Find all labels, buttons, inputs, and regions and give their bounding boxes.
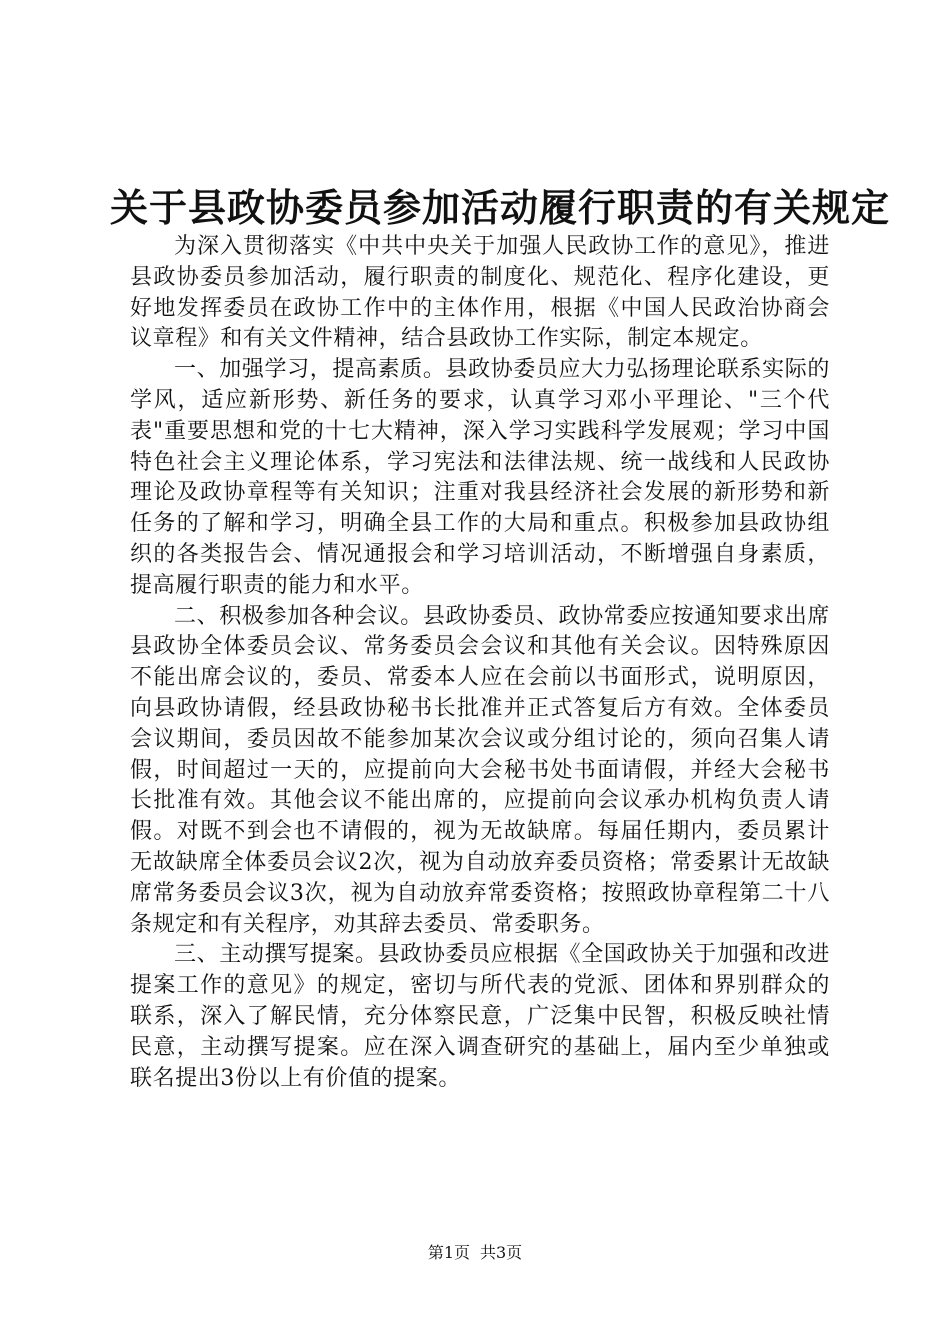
page-number-current: 第1页: [427, 1243, 470, 1262]
page-number-total: 共3页: [480, 1243, 523, 1262]
document-body: [130, 232, 830, 1094]
paragraph-intro: 为深入贯彻落实《中共中央关于加强人民政协工作的意见》，推进县政协委员参加活动，履行职责的制度化、规范化、程序化建设，更好地发挥委员在政协工作中的主体作用，根据《中国人民政治协商会议章程》和有关文件精神，结合县政协工作实际，制定本规定。: [130, 234, 830, 352]
paragraph-meetings: 二、积极参加各种会议。县政协委员、政协常委应按通知要求出席县政协全体委员会议、常务委员会会议和其他有关会议。因特殊原因不能出席会议的，委员、常委本人应在会前以书面形式，说明原因，向县政协请假，经县政协秘书长批准并正式答复后方有效。全体委员会议期间，委员因故不能参加某次会议或分组讨论的，须向召集人请假，时间超过一天的，应提前向大会秘书处书面请假，并经大会秘书长批准有效。其他会议不能出席的，应提前向会议承办机构负责人请假。对既不到会也不请假的，视为无故缺席。每届任期内，委员累计无故缺席全体委员会议2次，视为自动放弃委员资格；常委累计无故缺席常务委员会议3次，视为自动放弃常委资格；按照政协章程第二十八条规定和有关程序，劝其辞去委员、常委职务。: [130, 603, 830, 937]
document-title: 关于县政协委员参加活动履行职责的有关规定: [110, 185, 891, 230]
paragraph-study: 一、加强学习，提高素质。县政协委员应大力弘扬理论联系实际的学风，适应新形势、新任务的要求，认真学习邓小平理论、"三个代表"重要思想和党的十七大精神，深入学习实践科学发展观；学习中国特色社会主义理论体系，学习宪法和法律法规、统一战线和人民政协理论及政协章程等有关知识；注重对我县经济社会发展的新形势和新任务的了解和学习，明确全县工作的大局和重点。积极参加县政协组织的各类报告会、情况通报会和学习培训活动，不断增强自身素质，提高履行职责的能力和水平。: [130, 357, 830, 598]
page-footer: [0, 1242, 950, 1264]
paragraph-proposals: 三、主动撰写提案。县政协委员应根据《全国政协关于加强和改进提案工作的意见》的规定，密切与所代表的党派、团体和界别群众的联系，深入了解民情，充分体察民意，广泛集中民智，积极反映社情民意，主动撰写提案。应在深入调查研究的基础上，届内至少单独或联名提出3份以上有价值的提案。: [130, 942, 830, 1091]
